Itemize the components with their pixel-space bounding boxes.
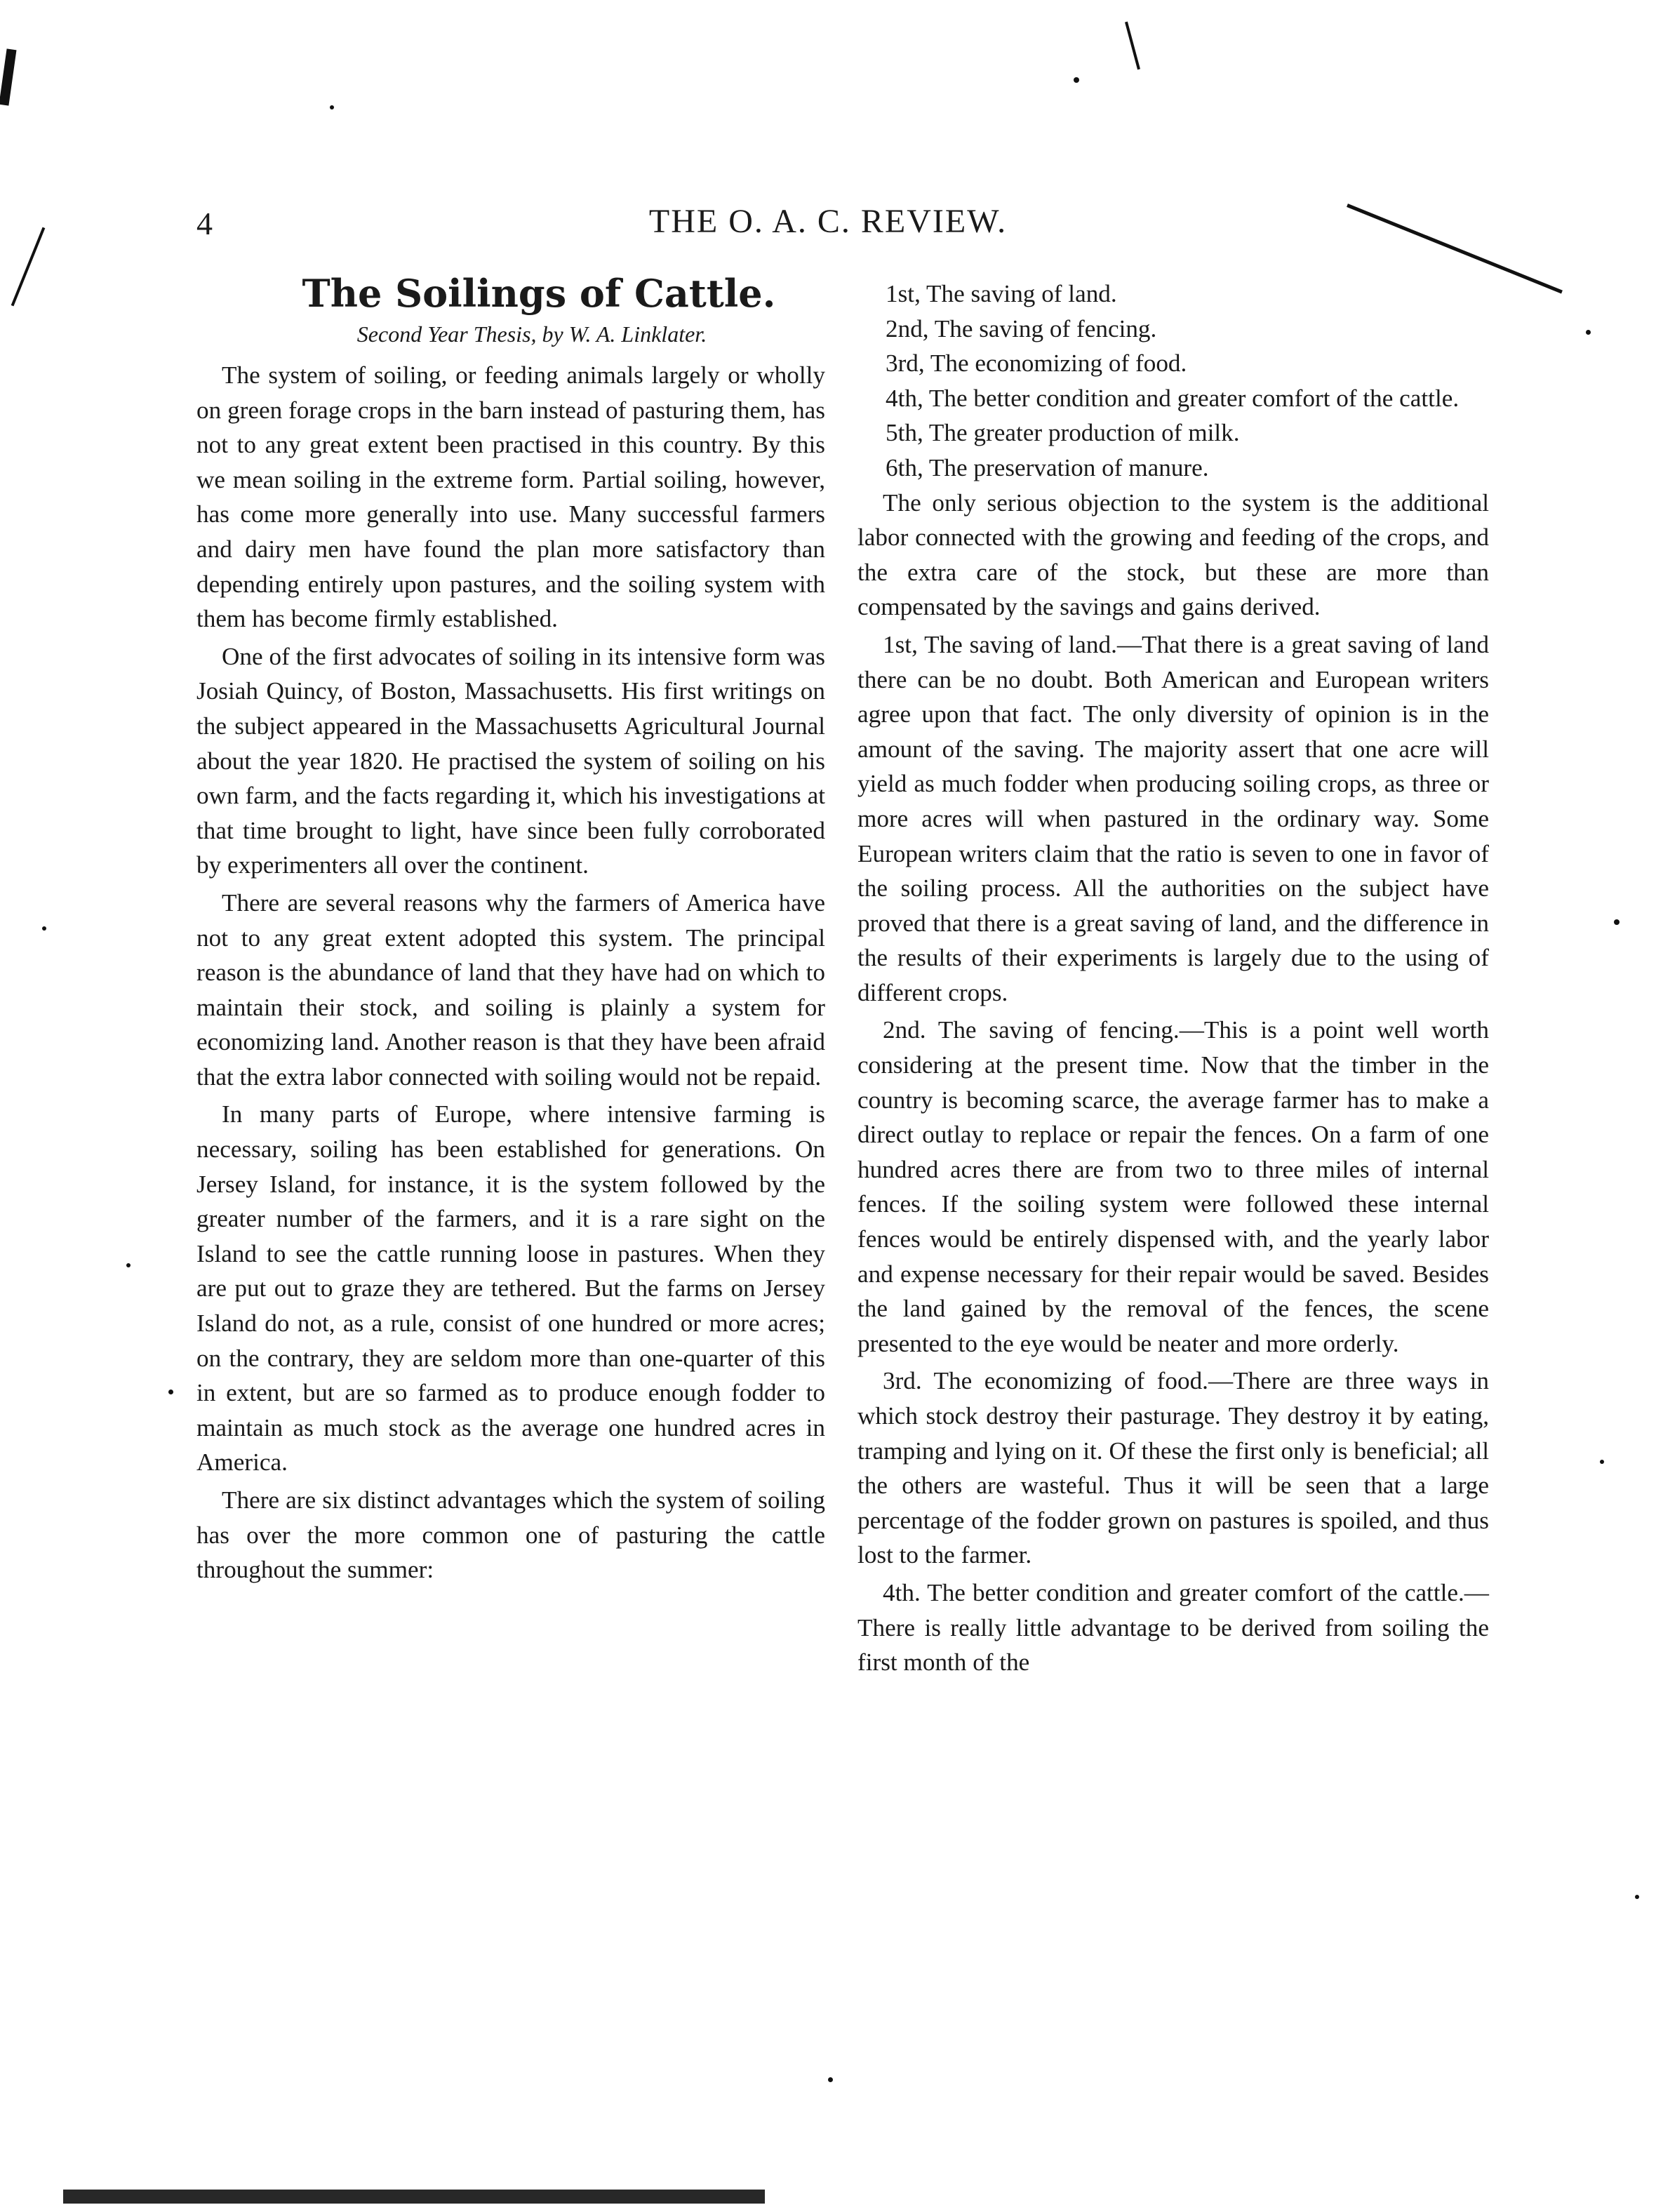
paragraph: 4th. The better condition and greater comfort of the cattle.—There is really little advantage to be derived from soiling the first month of the [857,1578,1489,1677]
scan-mark-top-left [0,48,16,105]
scan-mark-bottom-bar [63,2190,765,2204]
advantage-list-item: 1st, The saving of land. [886,280,1117,307]
paragraph: 1st, The saving of land.—That there is a great saving of land there can be no doubt. Both American and European writers agree upon that fact. The only diversity of opinion is in the amount of the saving. The majority assert that one acre will yield as much fodder when producing soiling crops, as three or more acres will when pastured in the ordinary way. Some European writers claim that the ratio is seven to one in favor of the soiling process. All the authorities on the subject have proved that there is a great saving of land, and the difference in the results of their experiments is largely due to the using of different crops. [857,630,1489,1006]
paragraph: There are six distinct advantages which the system of soiling has over the more common one of pasturing the cattle throughout the summer: [196,1486,825,1584]
article-title: The Soilings of Cattle. [302,271,776,316]
paragraph: One of the first advocates of soiling in its intensive form was Josiah Quincy, of Boston, Massachusetts. His first writings on the subject appeared in the Massachusetts Agricultural Journal about the year 1820. He practised the system of soiling on his own farm, and the facts regarding it, which his investigations at that time brought to light, have since been fully corroborated by experimenters all over the continent. [196,642,825,879]
paragraph: 3rd. The economizing of food.—There are three ways in which stock destroy their pasturage. They destroy it by eating, tramping and lying on it. Of these the first only is beneficial; all the others are wasteful. Thus it will be seen that a large percentage of the fodder grown on pastures is spoiled, and thus lost to the farmer. [857,1367,1489,1569]
right-column [857,276,1489,1683]
advantage-list-item: 3rd, The economizing of food. [886,349,1187,378]
advantage-list-item: 2nd, The saving of fencing. [886,314,1157,342]
advantage-list-item: 6th, The preservation of manure. [886,453,1209,481]
left-column [196,272,825,1590]
paragraph: In many parts of Europe, where intensive farming is necessary, soiling has been established for generations. On Jersey Island, for instance, it is the system followed by the greater number of the farmers, and it is a rare sight on the Island to see the cattle running loose in pastures. When they are put out to graze they are tethered. But the farms on Jersey Island do not, as a rule, consist of one hundred or more acres; on the contrary, they are seldom more than one-quarter of this in extent, but are so farmed as to produce enough fodder to maintain as much stock as the average one hundred acres in America. [196,1100,825,1477]
dust-speck [1586,330,1591,335]
page-number: 4 [196,206,213,241]
dust-speck [1635,1895,1639,1899]
paragraph: The system of soiling, or feeding animals largely or wholly on green forage crops in the barn instead of pasturing them, has not to any great extent been practised in this country. By this we mean soiling in the extreme form. Partial soiling, however, has come more generally into use. Many successful farmers and dairy men have found the plan more satisfactory than depending entirely upon pastures, and the soiling system with them has become firmly established. [196,361,825,633]
dust-speck [1074,77,1079,83]
running-head: THE O. A. C. REVIEW. [648,203,1008,240]
dust-speck [42,926,46,931]
dust-speck [1614,919,1620,925]
paragraph: The only serious objection to the system is the additional labor connected with the growing and feeding of the crops, and the extra care of the stock, but these are more than compensated by the savings and gains derived. [857,488,1489,621]
advantage-list-item: 5th, The greater production of milk. [886,419,1240,447]
paragraph: 2nd. The saving of fencing.—This is a point well worth considering at the present time. Now that the timber in the country is becoming scarce, the average farmer has to make a direct outlay to replace or repair the fences. On a farm of one hundred acres there are from two to three miles of internal fences. If the soiling system were followed these internal fences would be entirely dispensed with, and the yearly labor and expense necessary for their repair would be saved. Besides the land gained by the removal of the fences, the scene presented to the eye would be neater and more orderly. [857,1016,1489,1357]
advantage-list-item: 4th, The better condition and greater comfort of the cattle. [886,384,1460,412]
dust-speck [828,2077,833,2082]
dust-speck [1600,1460,1604,1464]
dust-speck [126,1263,131,1267]
dust-speck [168,1390,173,1394]
dust-speck [330,105,334,109]
scan-mark-top-center [1125,22,1140,70]
paragraph: There are several reasons why the farmers of America have not to any great extent adopted this system. The principal reason is the abundance of land that they have had on which to maintain their stock, and soiling is plainly a system for economizing land. Another reason is that they have been afraid that the extra labor connected with soiling would not be repaid. [196,888,825,1091]
article-byline: Second Year Thesis, by W. A. Linklater. [356,321,707,347]
